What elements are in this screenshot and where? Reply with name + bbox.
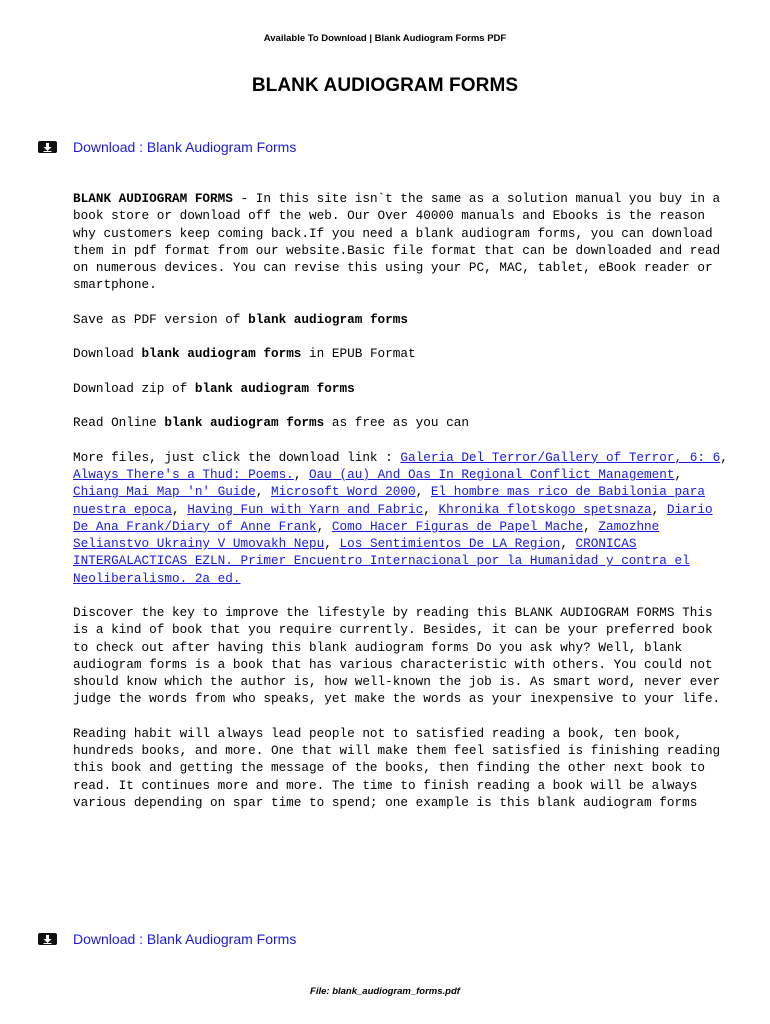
- more-files-link[interactable]: Zamozhne Selianstvo Ukrainy V Umovakh Nepu: [73, 518, 660, 551]
- more-files-link[interactable]: Having Fun with Yarn and Fabric: [187, 501, 424, 517]
- more-files-link[interactable]: Khronika flotskogo spetsnaza: [438, 501, 652, 517]
- download-row-top: [38, 137, 296, 157]
- download-row-bottom: [38, 929, 296, 949]
- download-icon[interactable]: [38, 933, 57, 945]
- more-files-link[interactable]: Microsoft Word 2000: [270, 484, 416, 500]
- save-pdf-line: [73, 311, 733, 328]
- epub-line: [73, 345, 733, 362]
- zip-line: [73, 380, 733, 397]
- link-separator: ,: [171, 501, 188, 517]
- more-files-link[interactable]: Chiang Mai Map 'n' Guide: [73, 484, 256, 500]
- zip-bold: blank audiogram forms: [194, 380, 355, 396]
- read-online-line: [73, 414, 733, 431]
- link-separator: ,: [415, 484, 431, 500]
- download-link-bottom[interactable]: Download : Blank Audiogram Forms: [73, 931, 297, 947]
- link-separator: ,: [560, 536, 576, 551]
- intro-text: - In this site isn`t the same as a solution manual you buy in a book store or download off the web. Our Over 40000 manuals and Ebooks is the reason why customers keep coming back.If you need a blank audiogram forms, you can download them in pdf format from our website.Basic file format that can be downloaded and read on numerous devices. You can revise this using your PC, MAC, tablet, eBook reader or smartphone.: [73, 191, 721, 293]
- link-separator: ,: [583, 518, 599, 534]
- more-files-link[interactable]: Always There's a Thud: Poems.: [73, 467, 294, 482]
- more-files-link[interactable]: Galeria Del Terror/Gallery of Terror, 6: 6: [400, 449, 721, 465]
- link-separator: ,: [423, 501, 439, 517]
- document-title: BLANK AUDIOGRAM FORMS: [251, 75, 519, 96]
- intro-bold: BLANK AUDIOGRAM FORMS: [73, 191, 233, 206]
- read-pre: Read Online: [73, 415, 165, 431]
- intro-paragraph: [73, 190, 733, 294]
- more-files-link[interactable]: El hombre mas rico de Babilonia para nuestra epoca: [73, 484, 705, 517]
- more-files-paragraph: [73, 449, 733, 587]
- body-text: [73, 190, 733, 828]
- download-icon[interactable]: [38, 141, 57, 153]
- link-separator: ,: [720, 449, 728, 465]
- more-files-link[interactable]: Como Hacer Figuras de Papel Mache: [331, 518, 584, 534]
- epub-pre: Download: [73, 346, 142, 362]
- more-files-link[interactable]: Diario De Ana Frank/Diary of Anne Frank: [73, 501, 713, 534]
- link-separator: ,: [674, 467, 683, 482]
- link-separator: ,: [255, 484, 271, 500]
- discover-paragraph: Discover the key to improve the lifestyle by reading this BLANK AUDIOGRAM FORMS This is a kind of book that you require currently. Besides, it can be your preferred book to check out after having this blank audiogram forms Do you ask why? Well, blank audiogram forms is a book that has various characteristic with others. You could not should know which the author is, how well-known the job is. As smart word, never ever judge the words from who speaks, yet make the words as your inexpensive to your life.: [73, 605, 721, 707]
- read-bold: blank audiogram forms: [164, 415, 325, 431]
- save-pre: Save as PDF version of: [73, 311, 249, 327]
- reading-paragraph: Reading habit will always lead people not to satisfied reading a book, ten book, hundreds books, and more. One that will make them feel satisfied is finishing reading this book and getting the message of the books, then finding the other next book to read. It continues more and more. The time to finish reading a book will be always various depending on spar time to spend; one example is this blank audiogram forms: [73, 725, 721, 810]
- more-files-intro: More files, just click the download link :: [73, 449, 401, 465]
- zip-pre: Download zip of: [73, 380, 195, 396]
- link-separator: ,: [316, 518, 332, 534]
- save-bold: blank audiogram forms: [248, 311, 409, 327]
- link-separator: ,: [651, 501, 667, 517]
- link-separator: ,: [324, 536, 340, 551]
- download-link-top[interactable]: Download : Blank Audiogram Forms: [73, 139, 297, 155]
- epub-bold: blank audiogram forms: [141, 346, 302, 362]
- link-separator: ,: [293, 467, 310, 482]
- more-files-link[interactable]: CRONICAS INTERGALACTICAS EZLN. Primer Encuentro Internacional por la Humanidad y contra el Neoliberalismo. 2a ed.: [73, 536, 690, 586]
- page-footer: File: blank_audiogram_forms.pdf: [310, 986, 460, 997]
- more-files-link[interactable]: Los Sentimientos De LA Region: [339, 536, 561, 551]
- page-header: Available To Download | Blank Audiogram Forms PDF: [263, 33, 507, 44]
- more-files-link[interactable]: Oau (au) And Oas In Regional Conflict Management: [309, 467, 675, 482]
- read-post: as free as you can: [324, 415, 469, 431]
- epub-post: in EPUB Format: [301, 346, 416, 362]
